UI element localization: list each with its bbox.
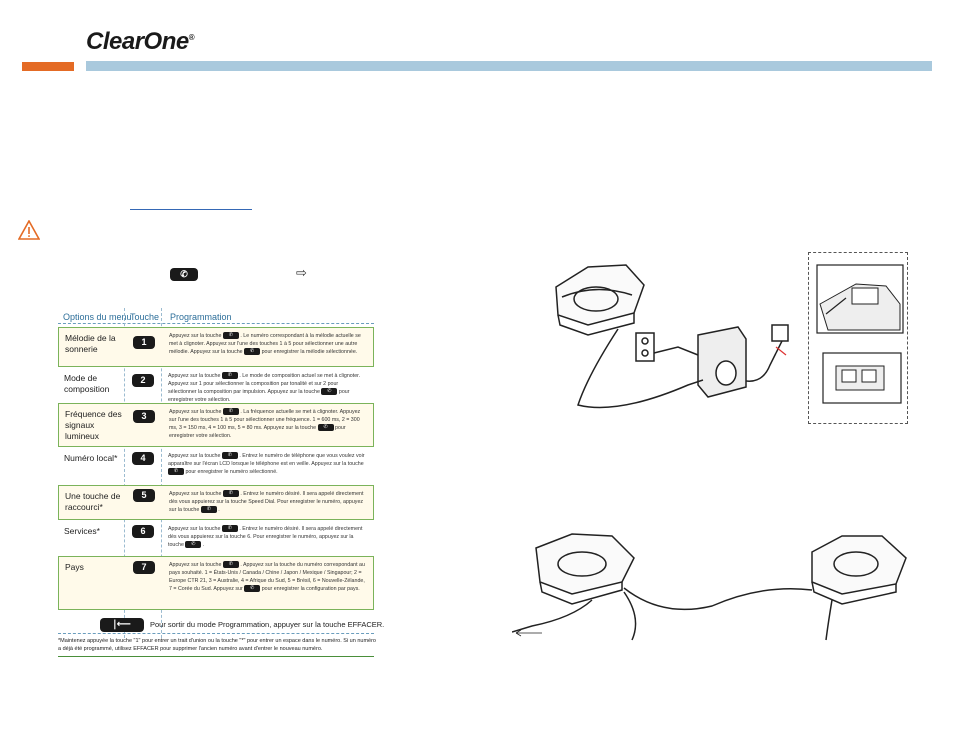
option-description: Appuyez sur la touche ✆ . Entrez le numéro de téléphone que vous voulez voir apparaître sur l'écran LCD lorsque le téléphone est en veille. Appuyez sur la touche ✆ pour enregistrer le numéro sélectionné. (168, 452, 365, 475)
footer-rule (58, 656, 374, 657)
program-key-icon: ✆ (223, 561, 239, 568)
header-rule-bar (86, 61, 932, 71)
program-key-icon: ✆ (168, 468, 184, 475)
key-6-button: 6 (132, 525, 154, 538)
option-label: Une touche de raccourci* (65, 491, 121, 512)
col-header-programming: Programmation (170, 312, 232, 322)
arrow-right-icon: ⇨ (296, 266, 307, 281)
connector-detail-illustration (816, 264, 904, 334)
exit-divider (58, 633, 374, 634)
warning-icon (18, 220, 40, 240)
program-key-icon: ✆ (201, 506, 217, 513)
table-row (58, 485, 374, 520)
table-row (58, 403, 374, 447)
program-key-icon: ✆ (170, 268, 198, 281)
clearone-logo: ClearOne® (86, 28, 195, 55)
program-key-icon: ✆ (223, 490, 239, 497)
phone-setup-illustration (548, 255, 798, 420)
option-label: Services* (64, 526, 100, 536)
col-header-key: Touche (130, 312, 160, 322)
program-key-icon: ✆ (185, 541, 201, 548)
option-description: Appuyez sur la touche ✆ . Entrez le numéro désiré. Il sera appelé directement dès vous appuierez sur la touche 6. Pour enregistrer le numéro, appuyez sur la touche ✆ . (168, 525, 363, 548)
program-key-icon: ✆ (244, 585, 260, 592)
key-2-button: 2 (132, 374, 154, 387)
option-description: Appuyez sur la touche ✆ . Appuyez sur la touche du numéro correspondant au pays souhaité. 1 = États-Unis / Canada / Chine / Japon / Mexique / Singapour; 2 = Europe CTR 21, 3 = Australie, 4 = Afrique du Sud, 5 = Brésil, 6 = Nouvelle-Zélande, 7 = Corée du Sud. Appuyez sur ✆ pour enregistrer la configuration par pays. (169, 561, 365, 592)
table-row (58, 521, 374, 555)
program-key-icon: ✆ (223, 332, 239, 339)
program-key-icon: ✆ (222, 452, 238, 459)
program-key-icon: ✆ (244, 348, 260, 355)
option-description: Appuyez sur la touche ✆ . Le mode de composition actuel se met à clignoter. Appuyez sur 1 pour sélectionner la composition par tonalité et sur 2 pour sélectionner la composition par impulsion. Appuyez sur la touche ✆ pour enregistrer votre sélection. (168, 372, 361, 403)
program-key-icon: ✆ (321, 388, 337, 395)
option-label: Pays (65, 562, 84, 572)
program-key-icon: ✆ (318, 424, 334, 431)
key-4-button: 4 (132, 452, 154, 465)
table-row (58, 556, 374, 610)
program-key-icon: ✆ (222, 372, 238, 379)
program-key-icon: ✆ (222, 525, 238, 532)
option-label: Mode de composition (64, 373, 110, 394)
table-row (58, 368, 374, 402)
key-5-button: 5 (133, 489, 155, 502)
orange-accent-bar (22, 62, 74, 71)
table-row (58, 327, 374, 367)
key-3-button: 3 (133, 410, 155, 423)
option-description: Appuyez sur la touche ✆ . La fréquence actuelle se met à clignoter. Appuyez sur l'une des touches 1 à 5 pour sélectionner une fréquence. 1 = 600 ms, 2 = 300 ms, 3 = 150 ms, 4 = 100 ms, 5 = 80 ms. Appuyez sur la touche ✆ pour enregistrer votre sélection. (169, 408, 361, 439)
footnote: *Maintenez appuyée la touche "1" pour entrer un trait d'union ou la touche "*" pour entrer un espace dans le numéro. Si un numéro a déjà été programmé, utilisez EFFACER pour supprimer l'ancien numéro avant d'entrer le nouveau numéro. (58, 638, 376, 652)
table-row (58, 448, 374, 484)
daisy-chain-illustration (512, 528, 912, 643)
exit-instruction: Pour sortir du mode Programmation, appuyer sur la touche EFFACER. (150, 620, 385, 629)
clear-key-icon: |⟵ (100, 618, 144, 632)
option-label: Mélodie de la sonnerie (65, 333, 116, 354)
option-label: Numéro local* (64, 453, 118, 463)
option-description: Appuyez sur la touche ✆ . Entrez le numéro désiré. Il sera appelé directement dès vous appuierez sur la touche Speed Dial. Pour enregistrer le numéro, appuyez sur la touche ✆ . (169, 490, 364, 513)
option-description: Appuyez sur la touche ✆ . Le numéro correspondant à la mélodie actuelle se met à clignoter. Appuyez sur l'une des touches 1 à 5 pour sélectionner une autre mélodie. Appuyez sur la touche ✆ pour enregistrer la mélodie sélectionnée. (169, 332, 361, 355)
header-divider (58, 323, 374, 324)
jack-panel-illustration (822, 352, 902, 404)
key-7-button: 7 (133, 561, 155, 574)
key-1-button: 1 (133, 336, 155, 349)
hyperlink-underline[interactable] (130, 209, 252, 210)
col-header-options: Options du menu (63, 312, 132, 322)
option-label: Fréquence des signaux lumineux (65, 409, 122, 441)
program-key-icon: ✆ (223, 408, 239, 415)
